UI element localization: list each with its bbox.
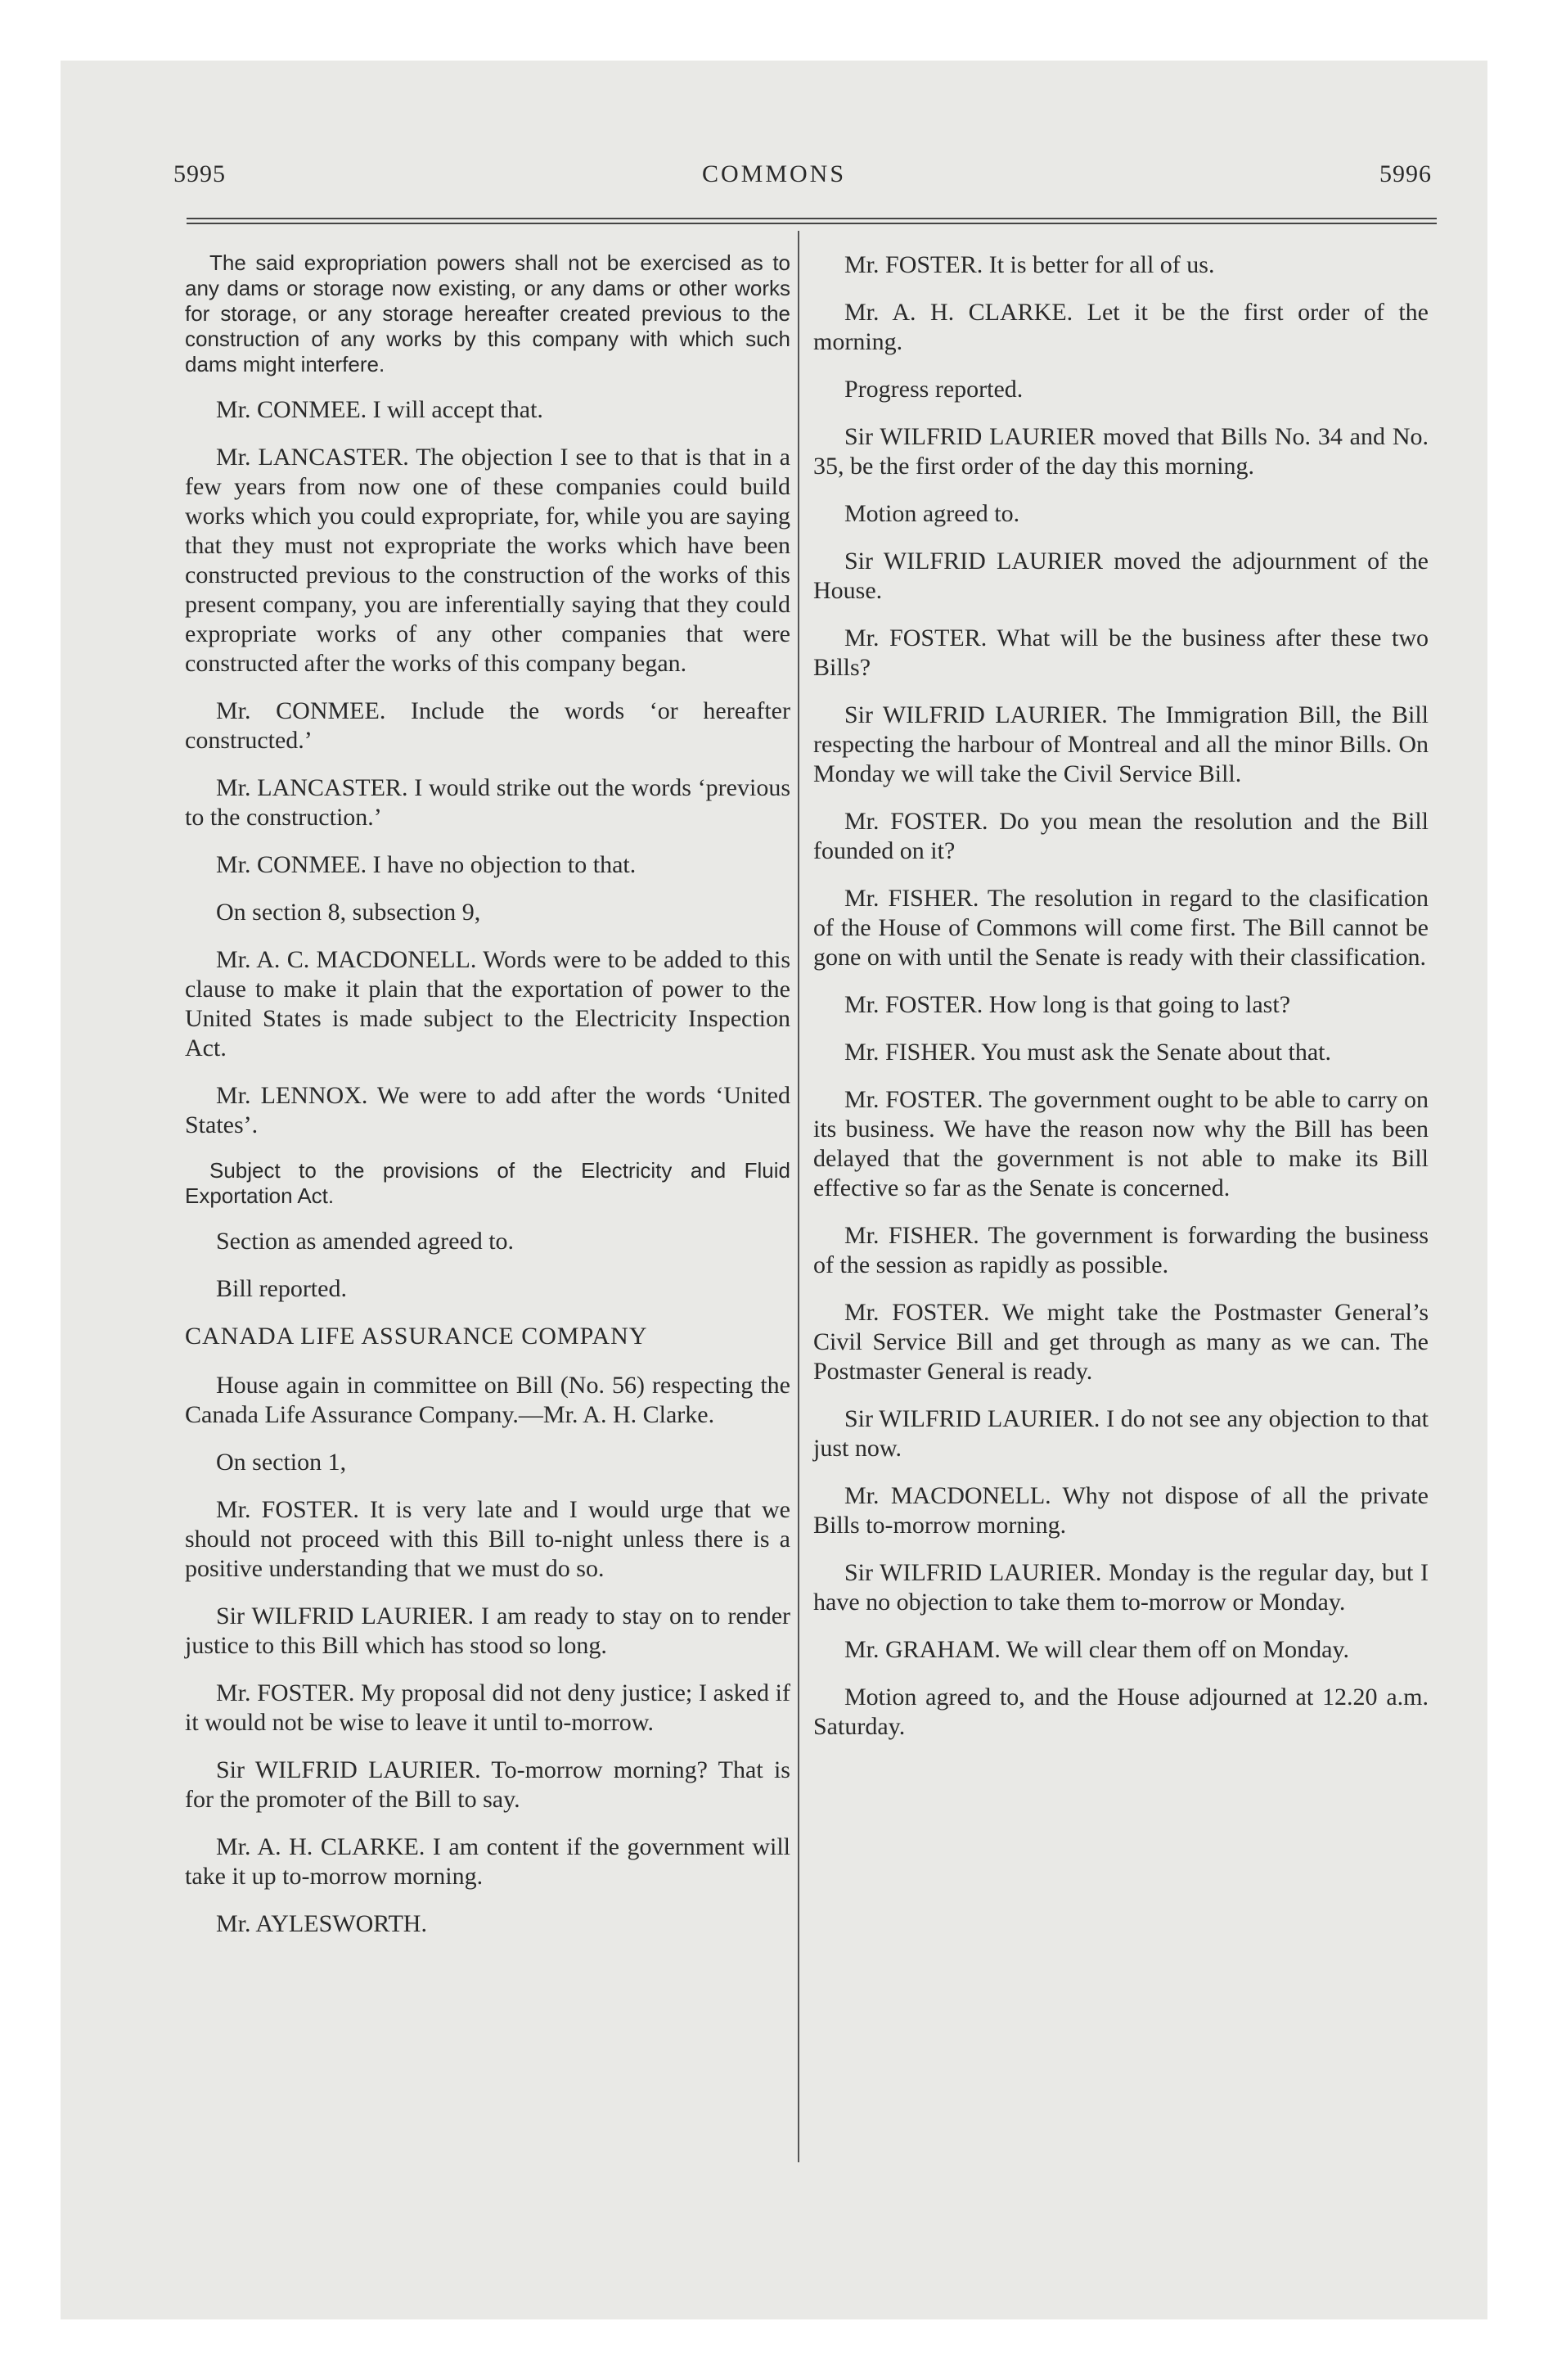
left-paragraph: Mr. A. C. MACDONELL. Words were to be added to this clause to make it plain that the exportation of power to the United States is made subject to the Electricity Inspection Act.: [185, 946, 790, 1062]
left-paragraph: Bill reported.: [216, 1275, 347, 1302]
right-paragraph: Mr. FOSTER. It is better for all of us.: [844, 251, 1215, 278]
right-paragraph: Motion agreed to, and the House adjourned at 12.20 a.m. Saturday.: [813, 1684, 1429, 1740]
right-paragraph: Mr. GRAHAM. We will clear them off on Monday.: [844, 1636, 1349, 1663]
running-title: COMMONS: [701, 160, 847, 187]
right-paragraph: Mr. FISHER. The government is forwarding the business of the session as rapidly as possible.: [813, 1222, 1429, 1278]
left-paragraph: Mr. LANCASTER. The objection I see to that is that in a few years from now one of these companies could build works which you could expropriate, for, while you are saying that they must not expropriate the works which have been constructed previous to the construction of the works of this present company, you are inferentially saying that they could expropriate works of any other companies that were constructed after the works of this company began.: [185, 444, 790, 677]
left-paragraph: Mr. AYLESWORTH.: [216, 1910, 427, 1937]
page-number-right: 5996: [1379, 160, 1432, 187]
quoted-clause: The said expropriation powers shall not be exercised as to any dams or storage now existing, or any dams or other works for storage, or any storage hereafter created previous to the construction of any works by this company with which such dams might interfere.: [185, 250, 790, 376]
right-paragraph: Mr. MACDONELL. Why not dispose of all the private Bills to-morrow morning.: [813, 1482, 1429, 1539]
right-paragraph: Mr. FOSTER. The government ought to be able to carry on its business. We have the reason now why the Bill has been delayed that the government is not able to make its Bill effective so far as the Senate is concerned.: [813, 1086, 1429, 1201]
right-column: [813, 250, 1429, 1760]
left-paragraph: Mr. CONMEE. I have no objection to that.: [216, 851, 637, 878]
left-paragraph: Mr. CONMEE. I will accept that.: [216, 396, 543, 423]
section-heading: CANADA LIFE ASSURANCE COMPANY: [185, 1323, 648, 1350]
right-paragraph: Mr. FOSTER. How long is that going to last?: [844, 991, 1291, 1018]
right-paragraph: Sir WILFRID LAURIER. The Immigration Bill, the Bill respecting the harbour of Montreal and all the minor Bills. On Monday we will take the Civil Service Bill.: [813, 701, 1429, 787]
right-paragraph: Sir WILFRID LAURIER moved the adjournment of the House.: [813, 548, 1429, 604]
left-paragraph: Mr. A. H. CLARKE. I am content if the government will take it up to-morrow morning.: [185, 1833, 790, 1890]
left-paragraph: House again in committee on Bill (No. 56) respecting the Canada Life Assurance Company.—Mr. A. H. Clarke.: [185, 1372, 790, 1428]
left-paragraph: Mr. FOSTER. My proposal did not deny justice; I asked if it would not be wise to leave it until to-morrow.: [185, 1679, 790, 1736]
right-paragraph: Mr. FOSTER. Do you mean the resolution and the Bill founded on it?: [813, 808, 1429, 864]
right-paragraph: Mr. FISHER. The resolution in regard to the clasification of the House of Commons will come first. The Bill cannot be gone on with until the Senate is ready with their classification.: [813, 885, 1429, 971]
right-paragraph: Progress reported.: [844, 376, 1024, 403]
column-divider: [798, 231, 799, 2162]
left-paragraph: Sir WILFRID LAURIER. To-morrow morning? That is for the promoter of the Bill to say.: [185, 1756, 790, 1813]
right-paragraph: Mr. FOSTER. We might take the Postmaster General’s Civil Service Bill and get through as many as we can. The Postmaster General is ready.: [813, 1299, 1429, 1385]
page-header: [0, 160, 1548, 193]
left-paragraph: On section 8, subsection 9,: [216, 899, 481, 926]
left-paragraph: On section 1,: [216, 1449, 347, 1476]
right-paragraph: Sir WILFRID LAURIER moved that Bills No. 34 and No. 35, be the first order of the day this morning.: [813, 423, 1429, 480]
right-paragraph: Mr. FISHER. You must ask the Senate about that.: [844, 1039, 1332, 1066]
left-paragraph: Mr. FOSTER. It is very late and I would urge that we should not proceed with this Bill to-night unless there is a positive understanding that we must do so.: [185, 1496, 790, 1582]
left-paragraph: Mr. CONMEE. Include the words ‘or hereafter constructed.’: [185, 697, 790, 754]
right-paragraph: Sir WILFRID LAURIER. Monday is the regular day, but I have no objection to take them to-morrow or Monday.: [813, 1559, 1429, 1616]
left-column: [185, 250, 790, 1957]
page-number-left: 5995: [173, 160, 226, 187]
left-paragraph: Mr. LENNOX. We were to add after the words ‘United States’.: [185, 1082, 790, 1138]
left-paragraph: Section as amended agreed to.: [216, 1228, 515, 1255]
left-paragraph: Mr. LANCASTER. I would strike out the words ‘previous to the construction.’: [185, 774, 790, 831]
quoted-clause: Subject to the provisions of the Electricity and Fluid Exportation Act.: [185, 1158, 790, 1208]
left-paragraph: Sir WILFRID LAURIER. I am ready to stay on to render justice to this Bill which has stood so long.: [185, 1602, 790, 1659]
right-paragraph: Sir WILFRID LAURIER. I do not see any objection to that just now.: [813, 1405, 1429, 1462]
right-paragraph: Motion agreed to.: [844, 500, 1020, 527]
right-paragraph: Mr. FOSTER. What will be the business after these two Bills?: [813, 624, 1429, 681]
right-paragraph: Mr. A. H. CLARKE. Let it be the first order of the morning.: [813, 299, 1429, 355]
header-rule: [187, 218, 1437, 224]
